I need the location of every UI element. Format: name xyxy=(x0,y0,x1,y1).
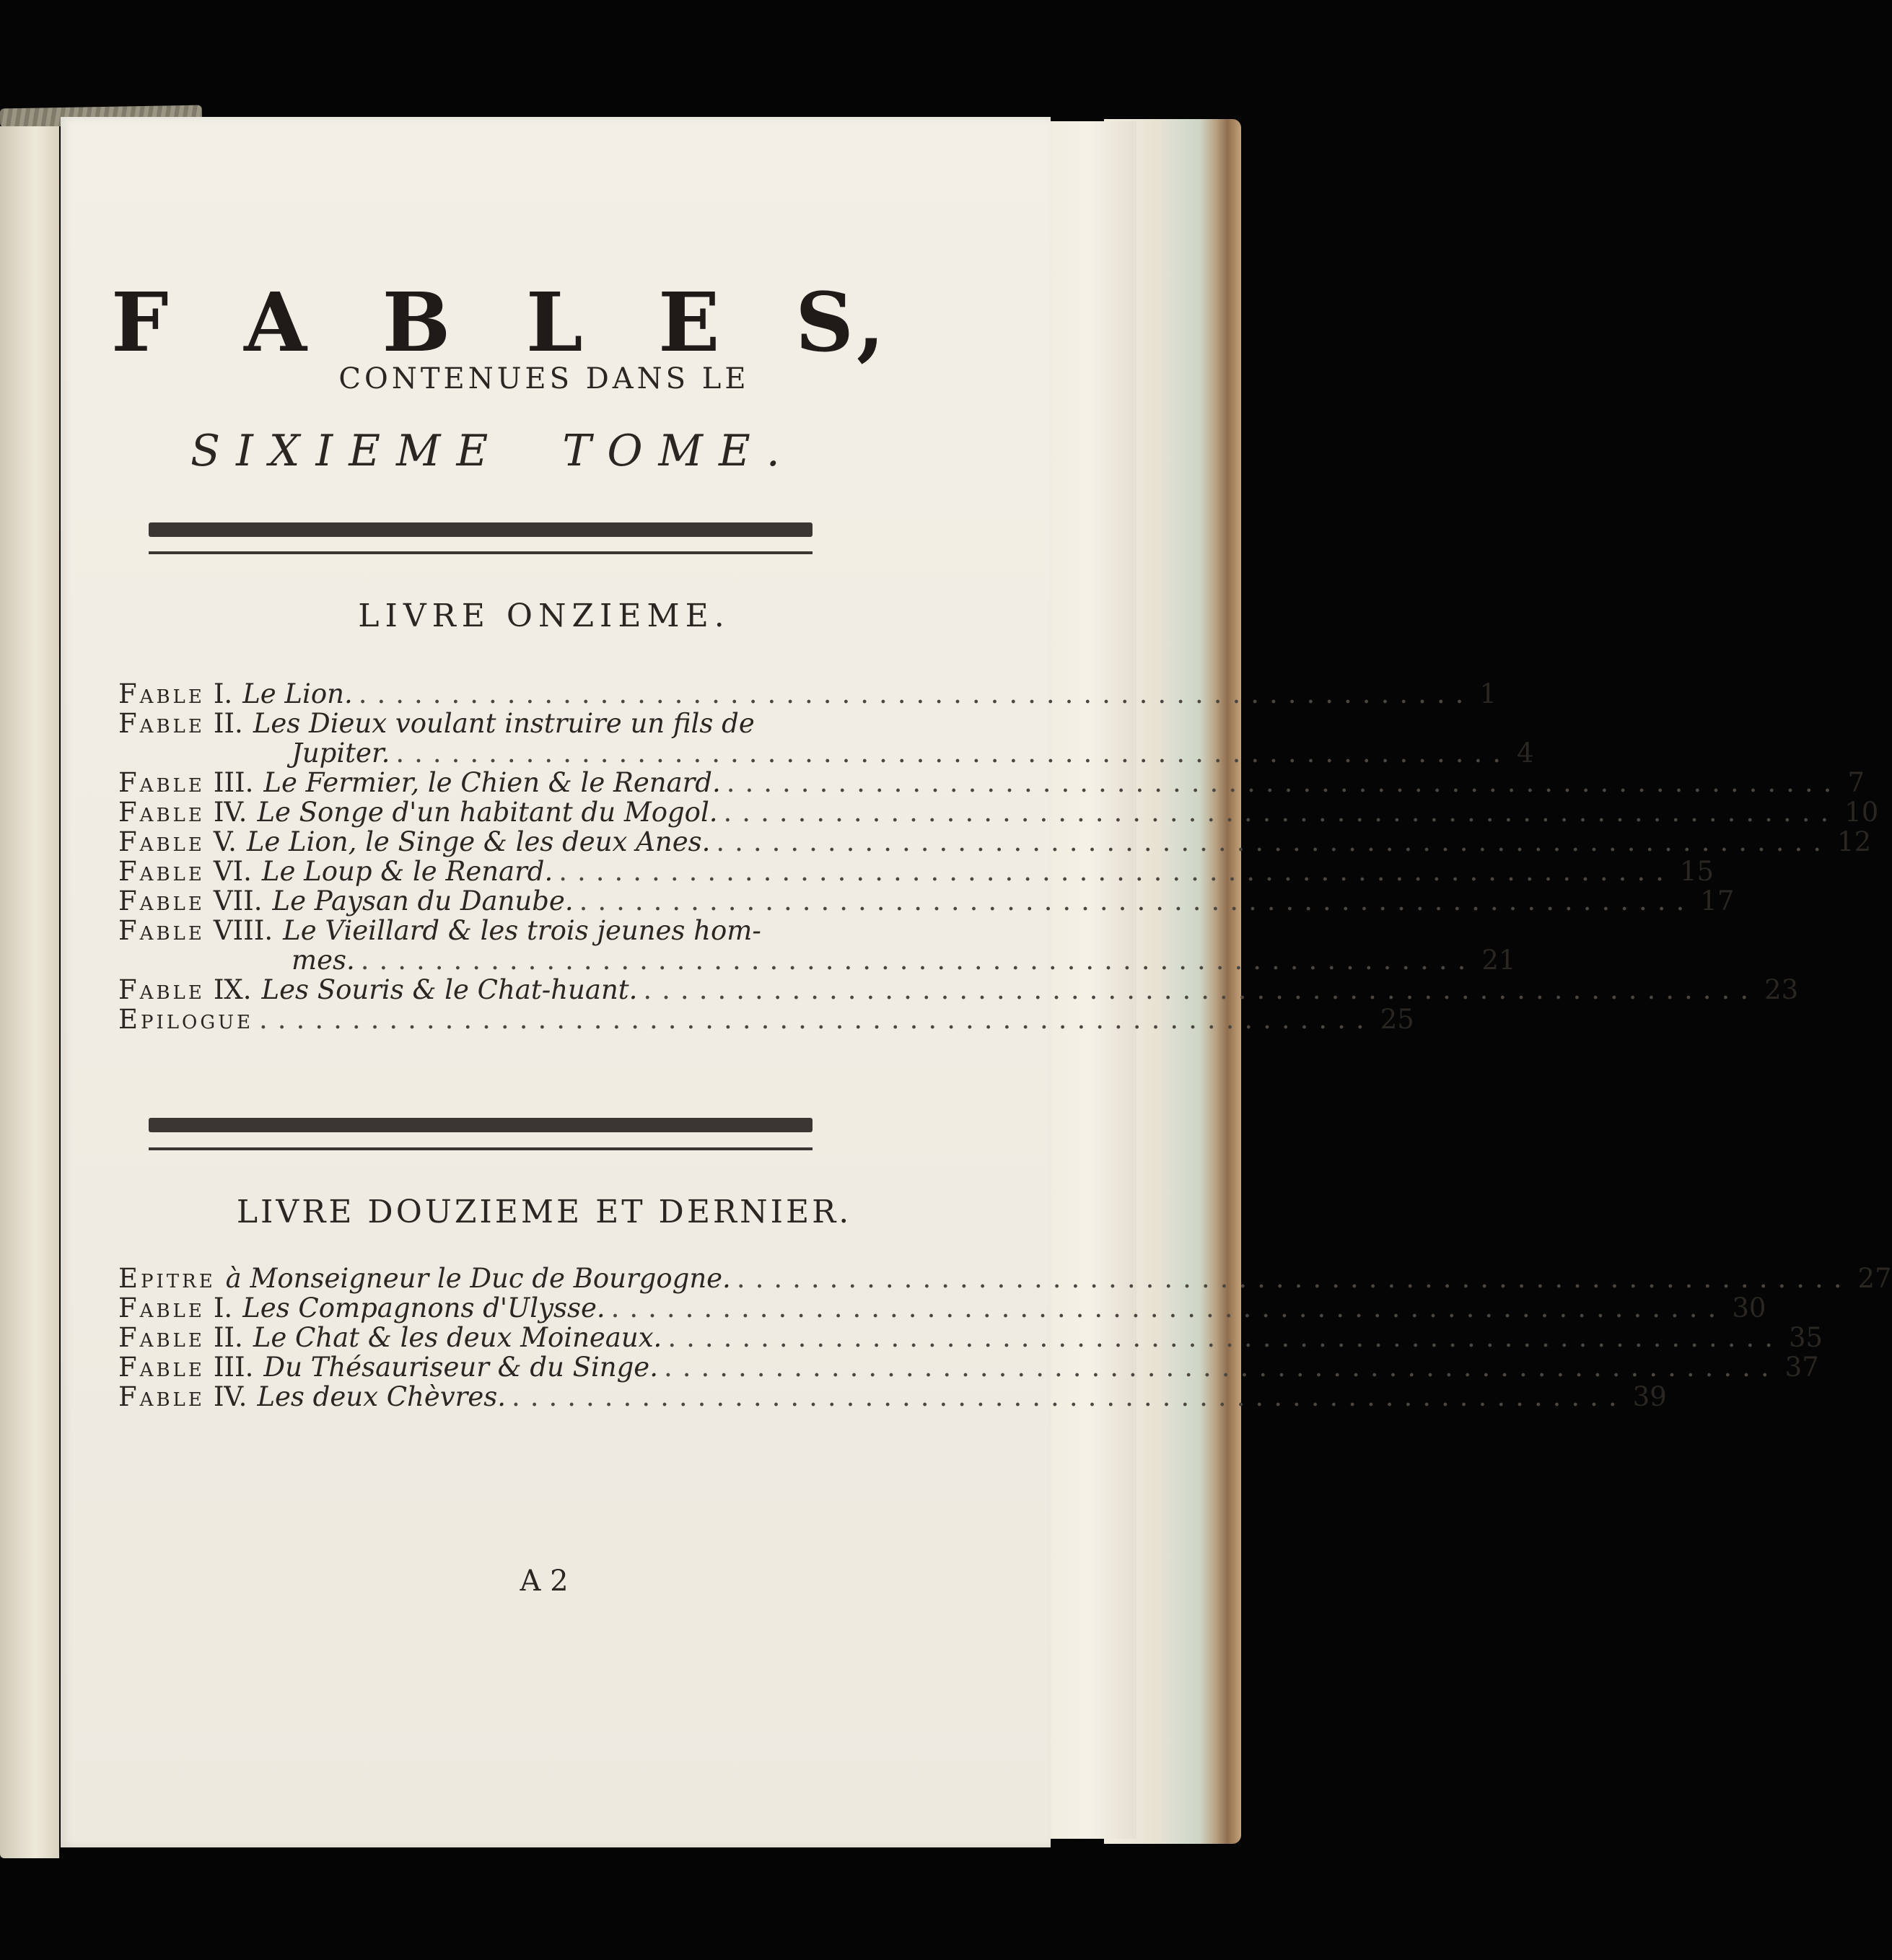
toc-entry xyxy=(118,708,919,738)
fable-title: Le Paysan du Danube. xyxy=(272,885,574,916)
toc-entry xyxy=(118,885,1735,916)
toc-entry xyxy=(118,1004,1414,1035)
toc-entry-continuation xyxy=(118,738,1534,769)
right-page xyxy=(61,117,1892,1847)
entry-label: Fable xyxy=(118,826,205,857)
fable-number: I. xyxy=(213,1292,233,1324)
entry-label: Fable xyxy=(118,1381,205,1412)
fable-number: IV. xyxy=(213,1381,248,1412)
dot-leader: ............................................................ xyxy=(736,1263,1852,1294)
entry-label: Fable xyxy=(118,708,205,739)
page-title xyxy=(111,276,890,370)
divider-thick xyxy=(149,522,813,537)
fable-number: IV. xyxy=(213,797,248,828)
toc-entry xyxy=(118,1352,1819,1383)
fable-title-continued: mes. xyxy=(292,945,355,976)
fable-number: II. xyxy=(213,1322,243,1353)
book-12-title: LIVRE DOUZIEME ET DERNIER. xyxy=(236,1194,852,1230)
page-number: 27 xyxy=(1857,1263,1892,1294)
dot-leader: ............................................................ xyxy=(360,945,1476,976)
toc-entry xyxy=(118,767,1865,798)
dot-leader: ............................................................ xyxy=(259,1004,1375,1035)
fable-number: VI. xyxy=(213,856,252,887)
toc-entry xyxy=(118,1292,1766,1324)
divider-thick xyxy=(149,1118,813,1132)
fable-number: V. xyxy=(213,826,237,857)
divider-thin xyxy=(149,1147,813,1150)
dot-leader: ............................................................ xyxy=(579,885,1695,916)
dot-leader: ............................................................ xyxy=(511,1381,1627,1412)
fable-number: III. xyxy=(213,767,254,798)
divider-thin xyxy=(149,551,813,554)
page-number: 25 xyxy=(1380,1004,1414,1035)
page-number: 23 xyxy=(1764,974,1799,1005)
fable-number: III. xyxy=(213,1352,254,1383)
dot-leader: ............................................................ xyxy=(723,797,1839,828)
toc-entry xyxy=(118,678,1497,709)
page-number: 37 xyxy=(1784,1352,1819,1383)
entry-label: Fable xyxy=(118,1292,205,1324)
entry-label: Epitre xyxy=(118,1263,216,1294)
toc-entry xyxy=(118,974,1799,1005)
title-letter: L xyxy=(525,276,589,370)
fable-number: II. xyxy=(213,708,243,739)
page-number: 7 xyxy=(1847,767,1865,798)
fable-title: Le Chat & les deux Moineaux. xyxy=(253,1322,662,1353)
title-letter: B xyxy=(382,276,457,370)
subtitle: CONTENUES DANS LE xyxy=(338,362,750,395)
dot-leader: ............................................................ xyxy=(559,856,1674,887)
entry-label: Fable xyxy=(118,856,205,887)
toc-entry xyxy=(118,1263,1892,1294)
page-number: 12 xyxy=(1837,826,1872,857)
page-number: 15 xyxy=(1679,856,1714,887)
title-letter: E xyxy=(658,276,726,370)
fable-title: Les Souris & le Chat-huant. xyxy=(261,974,638,1005)
fable-title: Du Thésauriseur & du Singe. xyxy=(263,1352,658,1383)
fable-title: Le Fermier, le Chien & le Renard. xyxy=(263,767,721,798)
fable-title: Les deux Chèvres. xyxy=(257,1381,506,1412)
toc-entry-continuation xyxy=(118,945,1516,976)
fable-number: I. xyxy=(213,678,233,709)
dot-leader: ............................................................ xyxy=(667,1322,1784,1353)
entry-label: Fable xyxy=(118,885,205,916)
dot-leader: ............................................................ xyxy=(726,767,1842,798)
fable-title: Le Lion, le Singe & les deux Anes. xyxy=(246,826,711,857)
entry-label: Fable xyxy=(118,678,205,709)
entry-label: Epilogue xyxy=(118,1004,254,1035)
entry-label: Fable xyxy=(118,767,205,798)
page-number: 39 xyxy=(1632,1381,1667,1412)
fable-number: VII. xyxy=(213,885,263,916)
entry-label: Fable xyxy=(118,974,205,1005)
fable-title: Les Compagnons d'Ulysse. xyxy=(242,1292,605,1324)
page-number: 4 xyxy=(1517,738,1534,769)
fable-number: IX. xyxy=(213,974,252,1005)
title-letter: F xyxy=(111,276,175,370)
fable-number: VIII. xyxy=(213,915,273,946)
dot-leader: ............................................................ xyxy=(716,826,1832,857)
toc-entry xyxy=(118,826,1872,857)
dot-leader: ............................................................ xyxy=(663,1352,1779,1383)
page-number: 35 xyxy=(1789,1322,1823,1353)
page-number: 1 xyxy=(1479,678,1497,709)
entry-label: Fable xyxy=(118,915,205,946)
fable-title: Le Loup & le Renard. xyxy=(261,856,553,887)
fable-title: Le Lion. xyxy=(242,678,353,709)
signature-mark: A 2 xyxy=(520,1565,569,1598)
entry-label: Fable xyxy=(118,1352,205,1383)
toc-entry xyxy=(118,856,1714,887)
page-number: 21 xyxy=(1481,945,1516,976)
toc-entry xyxy=(118,1322,1823,1353)
fable-title-continued: Jupiter. xyxy=(292,738,390,769)
title-letter: S, xyxy=(795,276,890,370)
tome-heading: SIXIEME TOME. xyxy=(190,426,796,476)
toc-entry xyxy=(118,915,919,945)
book-11-contents xyxy=(118,678,1879,1035)
dot-leader: ............................................................ xyxy=(358,678,1474,709)
page-number: 10 xyxy=(1844,797,1879,828)
entry-label: Fable xyxy=(118,1322,205,1353)
page-number: 17 xyxy=(1700,885,1735,916)
dot-leader: ............................................................ xyxy=(395,738,1512,769)
entry-label: Fable xyxy=(118,797,205,828)
fable-title: Le Vieillard & les trois jeunes hom- xyxy=(283,915,761,946)
page-number: 30 xyxy=(1732,1292,1766,1324)
dot-leader: ............................................................ xyxy=(610,1292,1727,1324)
dot-leader: ............................................................ xyxy=(643,974,1759,1005)
fable-title: Les Dieux voulant instruire un fils de xyxy=(253,708,755,739)
book-11-title: LIVRE ONZIEME. xyxy=(358,598,730,634)
toc-entry xyxy=(118,797,1879,828)
left-page-edge xyxy=(0,126,59,1858)
toc-entry xyxy=(118,1381,1667,1412)
title-letter: A xyxy=(244,276,312,370)
fable-title: Le Songe d'un habitant du Mogol. xyxy=(257,797,718,828)
book-12-contents xyxy=(118,1263,1892,1412)
fable-title: à Monseigneur le Duc de Bourgogne. xyxy=(225,1263,731,1294)
